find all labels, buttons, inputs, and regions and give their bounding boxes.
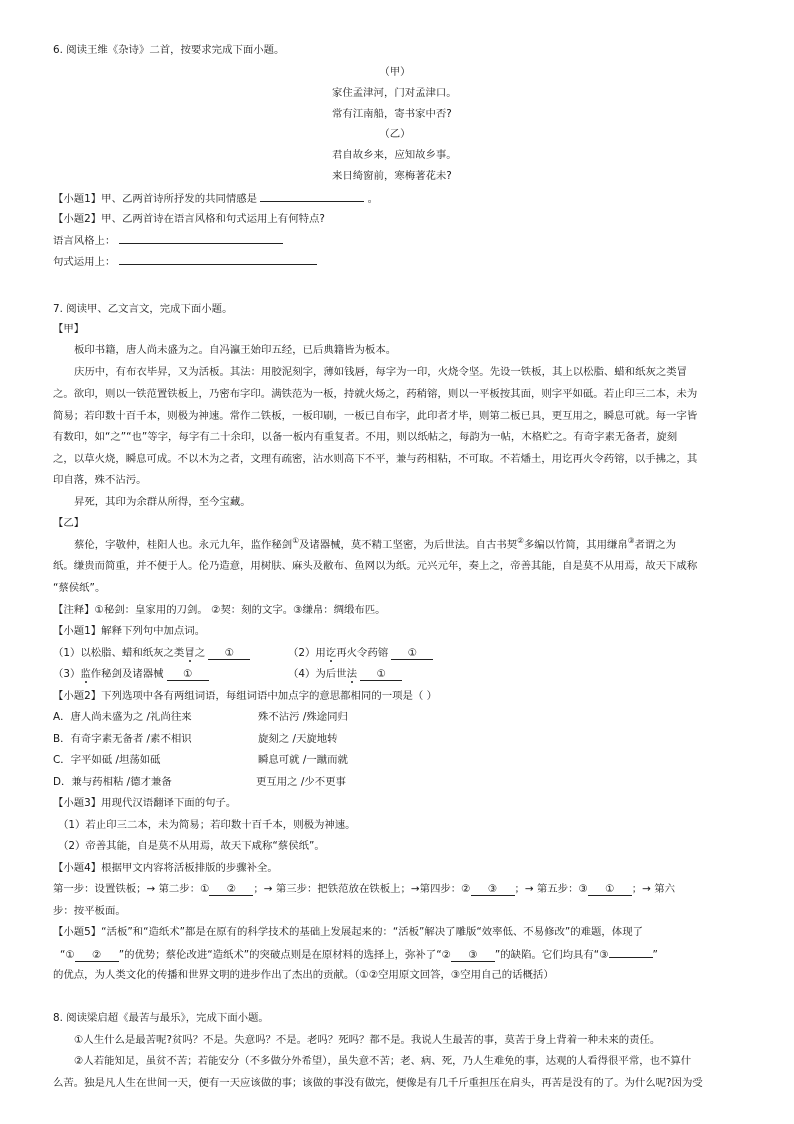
notes: 【注释】①秘剑：皇家用的刀剑。 ②契：刻的文字。③缣帛：绸缎布匹。	[53, 604, 386, 616]
yi-para-line1: 蔡伦，字敬仲，桂阳人也。永元九年，监作秘剑①及诸器械，莫不精工坚密，为后世法。自古书契②多编以竹简，其用缣帛③者谓之为	[74, 536, 677, 551]
answer-blank[interactable]	[260, 190, 364, 202]
poem-yi-label: （乙）	[379, 128, 411, 140]
q8-para2-line2: 么苦。独是凡人生在世间一天，便有一天应该做的事；该做的事没有做完，便像是有几千斤重担压在肩头，再苦是没有的了。为什么呢?因为受	[53, 1077, 703, 1089]
q7-sub2: 【小题2】下列选项中各有两组词语，每组词语中加点字的意思都相同的一项是（ ）	[53, 690, 437, 702]
option-b-part2[interactable]: 旋刻之 /天旋地转	[258, 733, 338, 745]
steps-line2: 步：按平板面。	[53, 905, 126, 917]
jia-para2-line2: 之。欲印，则以一铁范置铁板上，乃密布字印。满铁范为一板，持就火炀之，药稍镕，则以一平板按其面，则字平如砥。若止印三二本，未为	[53, 388, 698, 400]
answer-blank[interactable]	[609, 946, 653, 958]
poem-jia-label: （甲）	[379, 66, 411, 78]
poem-yi-line2: 来日绮窗前，寒梅著花未?	[332, 170, 452, 182]
jia-para2-line3: 简易；若印数十百千本，则极为神速。常作二铁板，一板印刷，一板已自布字，此印者才毕，则第二板已具，更互用之，瞬息可就。每一字皆	[53, 410, 698, 422]
jia-para2-line5: 之，以草火烧，瞬息可成。不以木为之者，文理有疏密，沾水则高下不平，兼与药相粘，不可取。不若燔土，用讫再火令药镕，以手拂之，其	[53, 453, 698, 465]
q8-title: 8. 阅读梁启超《最苦与最乐》，完成下面小题。	[53, 1012, 269, 1024]
text-yi-tag: 【乙】	[53, 517, 85, 529]
q6-sub2: 【小题2】甲、乙两首诗在语言风格和句式运用上有何特点?	[53, 213, 325, 225]
q7-sub1-item2: （2）用讫再火令药镕 ①	[288, 645, 433, 661]
q7-sub5-line2: “① ② ”的优势；蔡伦改进“造纸术”的突破点则是在原材料的选择上，弥补了“② ③ ”的缺陷。它们均具有“③ ”	[60, 946, 658, 963]
q6-style-row: 语言风格上：	[53, 232, 283, 249]
answer-blank[interactable]: ①	[391, 647, 433, 660]
option-b-part1[interactable]: B．有奇字素无备者 /素不相识	[53, 733, 192, 745]
answer-blank[interactable]: ③	[471, 883, 515, 896]
footnote-marker: ①	[292, 536, 299, 545]
jia-para2-line1: 庆历中，有布衣毕昇，又为活板。其法：用胶泥刻字，薄如钱唇，每字为一印，火烧令坚。先设一铁板，其上以松脂、蜡和纸灰之类冒	[74, 366, 688, 378]
q7-sub4: 【小题4】根据甲文内容将活板排版的步骤补全。	[53, 862, 278, 874]
q7-sub1-item1: （1）以松脂、蜡和纸灰之类冒之 ①	[53, 645, 250, 661]
q6-sub1: 【小题1】甲、乙两首诗所抒发的共同情感是 。	[53, 190, 378, 207]
jia-para3: 昇死，其印为余群从所得，至今宝藏。	[74, 496, 251, 508]
text-jia-tag: 【甲】	[53, 323, 85, 335]
steps-line1: 第一步：设置铁板；→ 第二步：① ② ；→ 第三步：把铁范放在铁板上；→第四步：② ③ ；→ 第五步：③ ① ；→ 第六	[53, 883, 675, 895]
q7-sub1-item3: （3）监作秘剑及诸器械 ①	[53, 666, 209, 682]
translate-item2: （2）帝善其能，自是莫不从用焉，故天下咸称“蔡侯纸”。	[58, 840, 325, 852]
answer-blank[interactable]: ③	[451, 949, 495, 962]
yi-para-line2: 纸。缣贵而简重，并不便于人。伦乃造意，用树肤、麻头及敝布、鱼网以为纸。元兴元年，奏上之，帝善其能，自是莫不从用焉，故天下咸称	[53, 560, 698, 572]
q7-sub5-line1: 【小题5】“活板”和“造纸术”都是在原有的科学技术的基础上发展起来的：“活板”解决了雕版“效率低、不易修改”的难题，体现了	[53, 926, 643, 938]
q7-sub1-item4: （4）为后世法 ①	[288, 666, 402, 682]
option-c-part1[interactable]: C．字平如砥 /坦荡如砥	[53, 754, 161, 766]
q6-syntax-row: 句式运用上：	[53, 253, 317, 270]
footnote-marker: ②	[517, 536, 524, 545]
answer-blank[interactable]	[119, 253, 317, 265]
answer-blank[interactable]: ②	[209, 883, 253, 896]
option-d-part2[interactable]: 更互用之 /少不更事	[256, 776, 346, 788]
q7-sub3: 【小题3】用现代汉语翻译下面的句子。	[53, 797, 237, 809]
q8-para2-line1: ②人若能知足，虽贫不苦；若能安分（不多做分外希望），虽失意不苦；老、病、死，乃人生难免的事，达观的人看得很平常，也不算什	[74, 1055, 692, 1067]
jia-para1: 板印书籍，唐人尚未盛为之。自冯瀛王始印五经，已后典籍皆为板本。	[74, 344, 397, 356]
poem-jia-line2: 常有江南船，寄书家中否?	[332, 108, 452, 120]
translate-item1: （1）若止印三二本，未为简易；若印数十百千本，则极为神速。	[58, 819, 356, 831]
option-a-part1[interactable]: A．唐人尚未盛为之 /礼尚往来	[53, 711, 192, 723]
footnote-marker: ③	[627, 536, 635, 545]
jia-para2-line6: 印自落，殊不沾污。	[53, 474, 147, 486]
answer-blank[interactable]: ②	[75, 949, 119, 962]
answer-blank[interactable]: ①	[360, 668, 402, 681]
jia-para2-line4: 有数印，如“之”“也”等字，每字有二十余印，以备一板内有重复者。不用，则以纸帖之，每韵为一帖，木格贮之。有奇字素无备者，旋刻	[53, 431, 678, 443]
option-d-part1[interactable]: D．兼与药相粘 /德才兼备	[53, 776, 172, 788]
q6-title: 6. 阅读王维《杂诗》二首，按要求完成下面小题。	[53, 44, 285, 56]
option-c-part2[interactable]: 瞬息可就 /一蹴而就	[258, 754, 348, 766]
q7-sub5-line3: 的优点，为人类文化的传播和世界文明的进步作出了杰出的贡献。（①②空用原文回答，③空用自己的话概括）	[53, 969, 554, 981]
answer-blank[interactable]: ①	[588, 883, 632, 896]
poem-jia-line1: 家住孟津河，门对孟津口。	[332, 87, 457, 99]
q7-sub1: 【小题1】解释下列句中加点词。	[53, 625, 206, 637]
q8-para1: ①人生什么是最苦呢?贫吗？不是。失意吗？不是。老吗？死吗？都不是。我说人生最苦的事，莫苦于身上背着一种未来的责任。	[74, 1034, 661, 1046]
answer-blank[interactable]	[119, 232, 283, 244]
yi-para-line3: “蔡侯纸”。	[53, 582, 106, 594]
answer-blank[interactable]: ①	[208, 647, 250, 660]
q7-title: 7. 阅读甲、乙文言文，完成下面小题。	[53, 303, 233, 315]
poem-yi-line1: 君自故乡来，应知故乡事。	[332, 149, 457, 161]
option-a-part2[interactable]: 殊不沾污 /殊途同归	[258, 711, 348, 723]
answer-blank[interactable]: ①	[167, 668, 209, 681]
